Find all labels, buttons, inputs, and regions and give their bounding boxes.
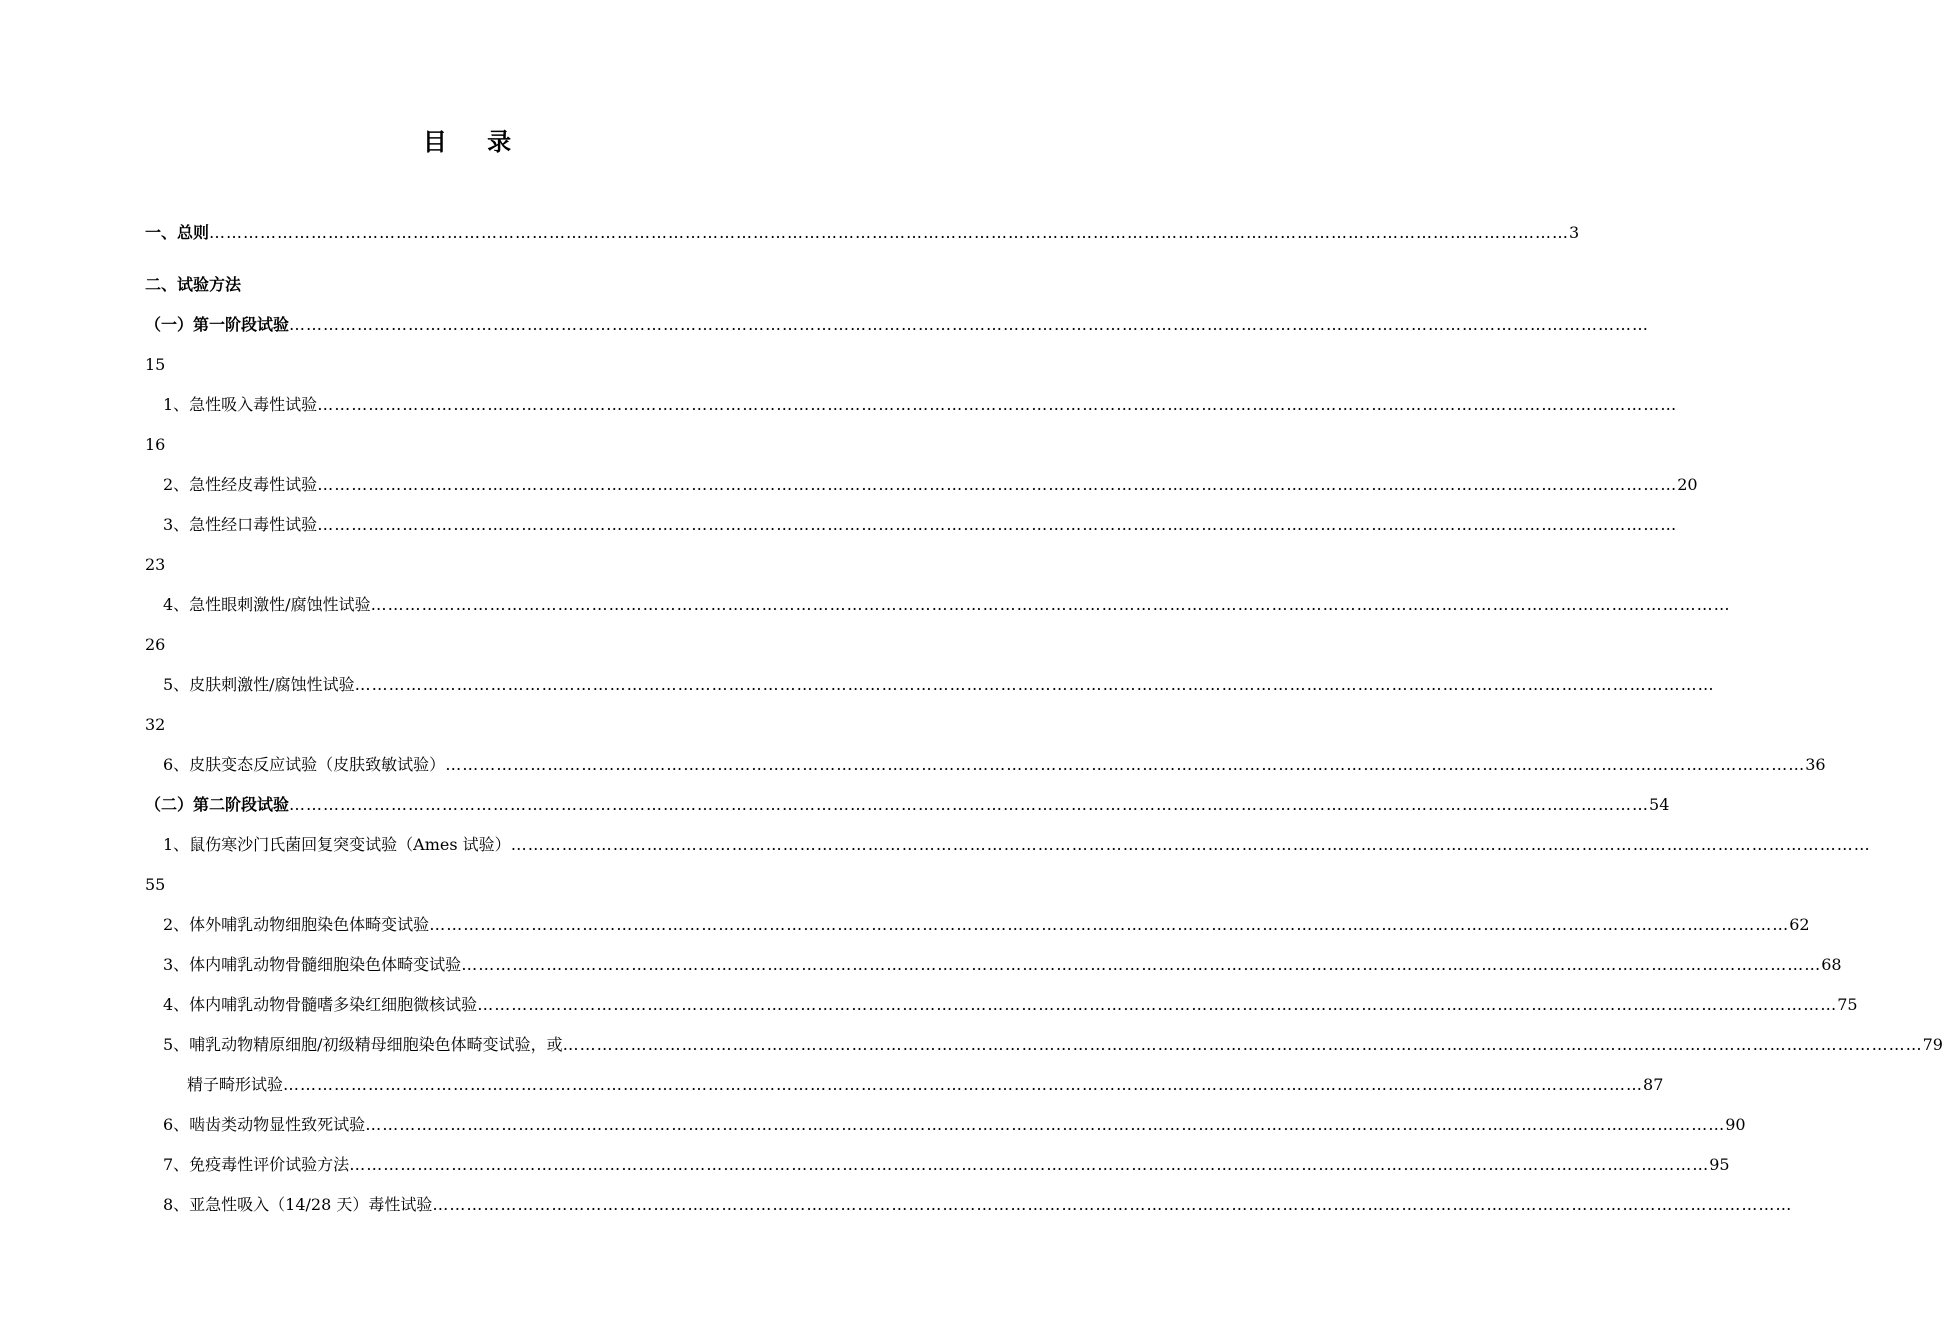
toc-entry-title: 3、急性经口毒性试验 [163,515,318,534]
toc-page-number: 36 [1805,755,1826,774]
toc-page-number-wrapped: 23 [145,555,166,574]
toc-page-number: 87 [1643,1075,1664,1094]
toc-page-number-wrapped: 15 [145,355,166,374]
toc-entry[interactable] [145,1152,1730,1178]
toc-entry[interactable] [145,220,1580,246]
toc-leader-dots: …………………………………………………………………………………………………………………………………………………………………………………………………………………… [317,515,1678,534]
toc-entry-title: （一）第一阶段试验 [145,315,290,334]
toc-entry-title: 2、体外哺乳动物细胞染色体畸变试验 [163,915,430,934]
toc-entry[interactable] [145,392,1678,418]
toc-entry-title: 2、急性经皮毒性试验 [163,475,318,494]
toc-page-number-wrapped: 16 [145,435,166,454]
toc-leader-dots: …………………………………………………………………………………………………………………………………………………………………………………………………………………… [429,915,1790,934]
toc-entry[interactable] [145,1072,1664,1098]
toc-entry[interactable] [145,672,1715,698]
toc-page-number: 79 [1922,1035,1943,1054]
toc-leader-dots: …………………………………………………………………………………………………………………………………………………………………………………………………………………… [317,475,1678,494]
toc-entry[interactable] [145,752,1826,778]
toc-leader-dots: …………………………………………………………………………………………………………………………………………………………………………………………………………………… [461,955,1822,974]
toc-page-number-wrapped: 26 [145,635,166,654]
toc-leader-dots: …………………………………………………………………………………………………………………………………………………………………………………………………………………… [562,1035,1923,1054]
toc-entry-title: 6、啮齿类动物显性致死试验 [163,1115,366,1134]
toc-entry[interactable] [145,792,1670,818]
page-title: 目 录 [422,127,528,156]
toc-leader-dots: …………………………………………………………………………………………………………………………………………………………………………………………………………………… [477,995,1838,1014]
toc-entry[interactable] [145,472,1698,498]
toc-entry-title: 7、免疫毒性评价试验方法 [163,1155,350,1174]
toc-leader-dots: …………………………………………………………………………………………………………………………………………………………………………………………………………………… [370,595,1731,614]
toc-entry-title: 6、皮肤变态反应试验（皮肤致敏试验） [163,755,446,774]
toc-leader-dots: …………………………………………………………………………………………………………………………………………………………………………………………………………………… [317,395,1678,414]
toc-leader-dots: …………………………………………………………………………………………………………………………………………………………………………………………………………………… [283,1075,1644,1094]
toc-entry-title: 1、急性吸入毒性试验 [163,395,318,414]
toc-leader-dots: …………………………………………………………………………………………………………………………………………………………………………………………………………………… [510,835,1871,854]
toc-leader-dots: …………………………………………………………………………………………………………………………………………………………………………………………………………………… [432,1195,1793,1214]
toc-page-number: 68 [1821,955,1842,974]
toc-entry-title: 二、试验方法 [145,275,242,294]
toc-entry[interactable] [145,1112,1746,1138]
toc-page-number-wrapped: 55 [145,875,166,894]
toc-leader-dots: …………………………………………………………………………………………………………………………………………………………………………………………………………………… [209,223,1570,242]
toc-entry-title: 4、体内哺乳动物骨髓嗜多染红细胞微核试验 [163,995,478,1014]
toc-leader-dots: …………………………………………………………………………………………………………………………………………………………………………………………………………………… [349,1155,1710,1174]
toc-page-number: 54 [1649,795,1670,814]
toc-entry-title: 精子畸形试验 [187,1075,284,1094]
toc-entry[interactable] [145,1032,1943,1058]
toc-page-number-wrapped: 32 [145,715,166,734]
toc-leader-dots: …………………………………………………………………………………………………………………………………………………………………………………………………………………… [445,755,1806,774]
toc-entry-title: 5、哺乳动物精原细胞/初级精母细胞染色体畸变试验，或 [163,1035,563,1054]
toc-leader-dots: …………………………………………………………………………………………………………………………………………………………………………………………………………………… [365,1115,1726,1134]
toc-entry-title: （二）第二阶段试验 [145,795,290,814]
toc-entry-title: 一、总则 [145,223,210,242]
toc-entry[interactable] [145,952,1842,978]
toc-leader-dots: …………………………………………………………………………………………………………………………………………………………………………………………………………………… [289,795,1650,814]
toc-entry[interactable] [145,512,1678,538]
toc-leader-dots: …………………………………………………………………………………………………………………………………………………………………………………………………………………… [289,315,1650,334]
toc-entry[interactable] [145,272,807,298]
toc-entry-title: 4、急性眼刺激性/腐蚀性试验 [163,595,371,614]
toc-leader-dots: …………………………………………………………………………………………………………………………………………………………………………………………………………………… [354,675,1715,694]
toc-entry[interactable] [145,912,1810,938]
toc-entry[interactable] [145,1192,1793,1218]
toc-entry[interactable] [145,592,1731,618]
toc-entry[interactable] [145,832,1871,858]
toc-entry-title: 5、皮肤刺激性/腐蚀性试验 [163,675,355,694]
toc-page-number: 62 [1789,915,1810,934]
toc-entry[interactable] [145,312,1650,338]
toc-entry-title: 1、鼠伤寒沙门氏菌回复突变试验（Ames 试验） [163,835,511,854]
toc-page-number: 20 [1677,475,1698,494]
toc-page-number: 95 [1709,1155,1730,1174]
toc-page-number: 3 [1569,223,1580,242]
toc-entry-title: 3、体内哺乳动物骨髓细胞染色体畸变试验 [163,955,462,974]
toc-page-number: 90 [1725,1115,1746,1134]
toc-entry-title: 8、亚急性吸入（14/28 天）毒性试验 [163,1195,433,1214]
toc-entry[interactable] [145,992,1858,1018]
toc-page-number: 75 [1837,995,1858,1014]
